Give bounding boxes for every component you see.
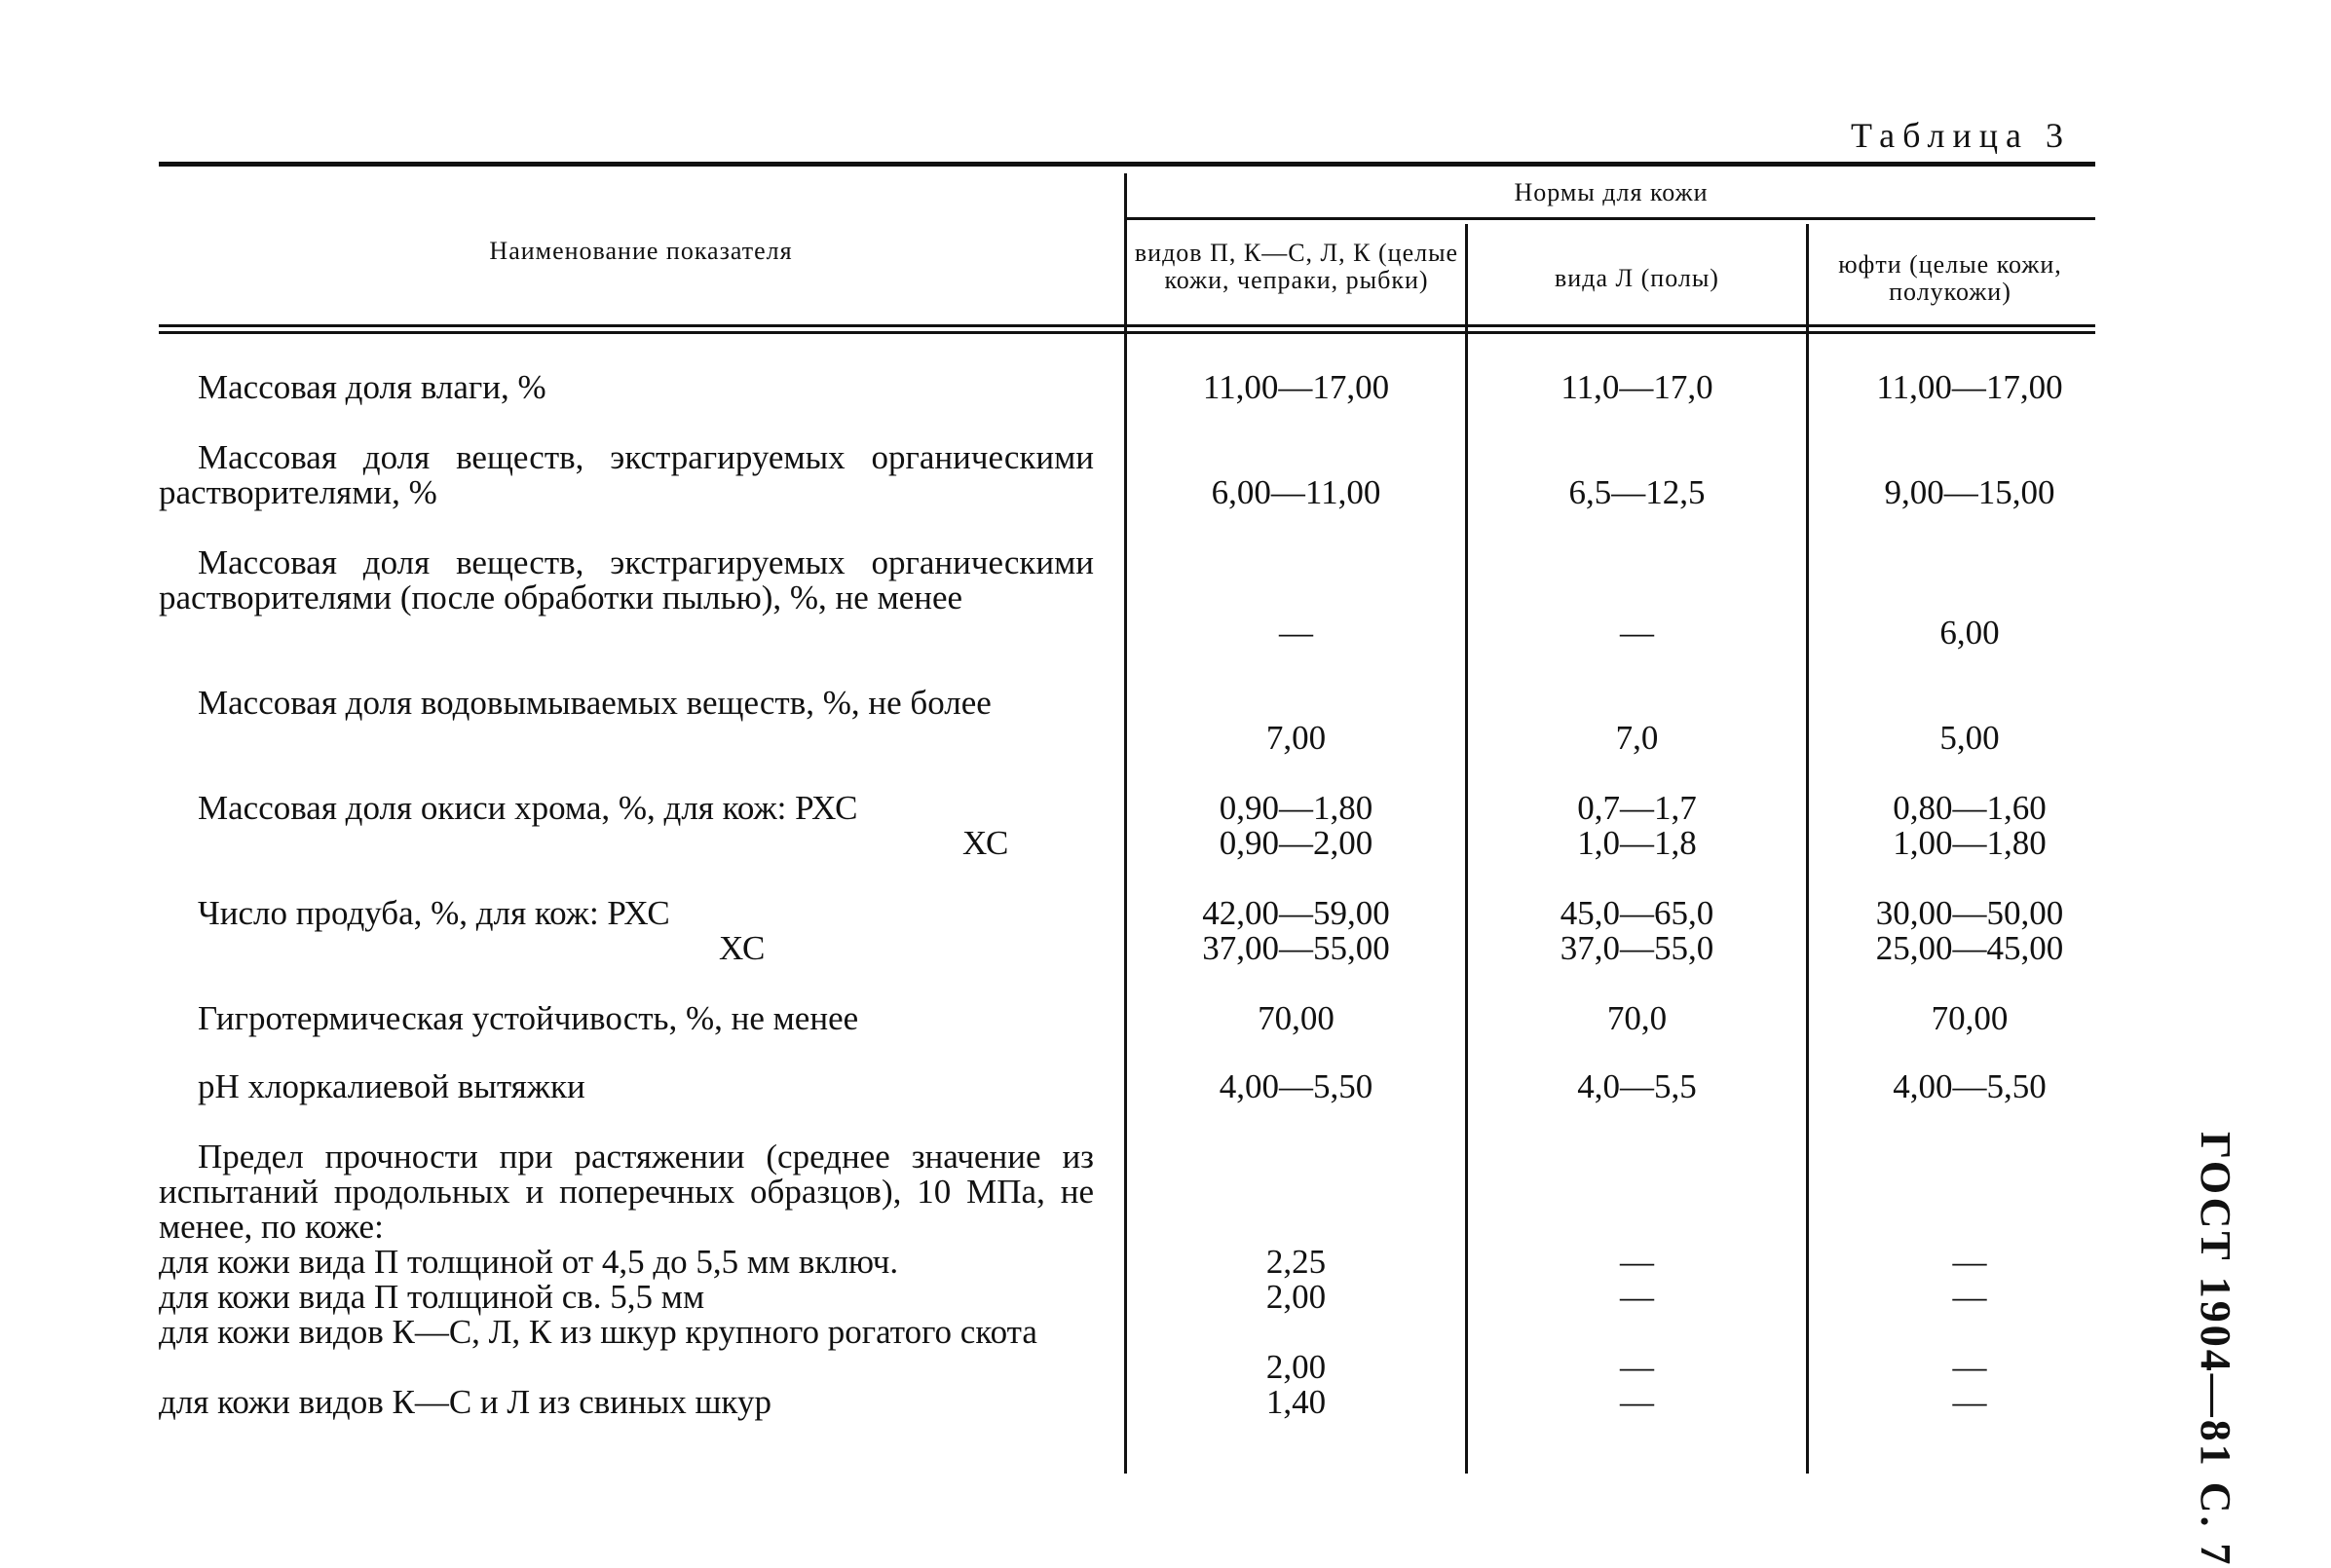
strength-item-1-col1: 2,25 [1265,1243,1327,1281]
strength-item-label-4: для кожи видов К—С и Л из свиных шкур [159,1383,771,1421]
row-extractables-col3: 9,00—15,00 [1884,473,2055,511]
row-tanning-col2: 45,0—65,0 [1560,894,1714,932]
row-water-soluble-col2: 7,0 [1615,719,1659,757]
row-chromium-col1-b: 0,90—2,00 [1219,824,1373,862]
strength-item-2-col2: — [1620,1278,1654,1316]
strength-item-3-col3: — [1952,1348,1987,1386]
row-label-moisture: Массовая доля влаги, % [198,368,546,406]
strength-item-1-col3: — [1952,1243,1987,1281]
header-norms: Нормы для кожи [1514,178,1709,206]
row-water-soluble-col3: 5,00 [1939,719,2000,757]
row-chromium-col3-b: 1,00—1,80 [1893,824,2047,862]
norms-header-rule [1124,217,2095,220]
strength-item-label-3: для кожи видов К—С, Л, К из шкур крупного рогатого скота [159,1313,1037,1351]
row-tanning-col1: 42,00—59,00 [1202,894,1390,932]
row-ph-col3: 4,00—5,50 [1893,1067,2047,1105]
row-tanning-col1-b: 37,00—55,00 [1202,929,1390,967]
header-bottom-rule [159,324,2095,327]
strength-item-label-1: для кожи вида П толщиной от 4,5 до 5,5 мм включ. [159,1243,899,1281]
row-tanning-col3-b: 25,00—45,00 [1875,929,2064,967]
row-label-extractables: Массовая доля веществ, экстрагируемых органическими растворителями, % [159,438,1094,511]
row-label-ph: рН хлоркалиевой вытяжки [198,1067,585,1105]
header-bottom-rule-2 [159,331,2095,334]
row-hygrothermal-col2: 70,0 [1606,999,1668,1037]
row-extractables-dust-col1: — [1279,614,1313,652]
strength-item-2-col1: 2,00 [1265,1278,1327,1316]
row-label-chromium-oxide-sub: ХС [962,824,1009,862]
row-label-extractables-dust: Массовая доля веществ, экстрагируемых органическими растворителями (после обработки пылью), %, не менее [159,543,1094,616]
row-label-tanning-number: Число продуба, %, для кож: РХС [198,894,670,932]
strength-item-2-col3: — [1952,1278,1987,1316]
row-extractables-dust-col3: 6,00 [1939,614,2000,652]
row-chromium-col3: 0,80—1,60 [1893,789,2047,827]
row-chromium-col2-b: 1,0—1,8 [1577,824,1697,862]
strength-item-1-col2: — [1620,1243,1654,1281]
strength-item-3-col2: — [1620,1348,1654,1386]
row-moisture-col1: 11,00—17,00 [1202,368,1390,406]
row-moisture-col3: 11,00—17,00 [1876,368,2063,406]
header-name-column: Наименование показателя [489,237,793,265]
table-caption: Таблица 3 [1851,116,2071,155]
row-ph-col2: 4,0—5,5 [1577,1067,1697,1105]
header-col-1: видов П, К—С, Л, К (целые кожи, чепраки, рыбки) [1134,239,1459,294]
strength-item-label-2: для кожи вида П толщиной св. 5,5 мм [159,1278,705,1316]
strength-item-3-col1: 2,00 [1265,1348,1327,1386]
row-extractables-col1: 6,00—11,00 [1211,473,1381,511]
header-col-3: юфти (целые кожи, полукожи) [1838,250,2062,306]
row-label-tanning-number-sub: ХС [719,929,766,967]
header-col-2: вида Л (полы) [1555,264,1719,292]
row-moisture-col2: 11,0—17,0 [1560,368,1713,406]
row-tanning-col3: 30,00—50,00 [1875,894,2064,932]
row-chromium-col1: 0,90—1,80 [1219,789,1373,827]
strength-item-4-col1: 1,40 [1265,1383,1327,1421]
side-running-header: ГОСТ 1904—81 С. 7 [2192,1132,2239,1568]
row-label-tensile-strength: Предел прочности при растяжении (среднее значение из испытаний продольных и поперечных образцов), 10 МПа, не менее, по коже: [159,1138,1094,1246]
row-extractables-col2: 6,5—12,5 [1568,473,1706,511]
row-hygrothermal-col3: 70,00 [1931,999,2009,1037]
strength-item-4-col3: — [1952,1383,1987,1421]
row-chromium-col2: 0,7—1,7 [1577,789,1697,827]
row-label-water-soluble: Массовая доля водовымываемых веществ, %, не более [198,684,992,722]
strength-item-4-col2: — [1620,1383,1654,1421]
row-water-soluble-col1: 7,00 [1265,719,1327,757]
row-ph-col1: 4,00—5,50 [1219,1067,1373,1105]
row-label-chromium-oxide: Массовая доля окиси хрома, %, для кож: РХС [198,789,858,827]
table-top-rule [159,162,2095,167]
row-extractables-dust-col2: — [1620,614,1654,652]
row-hygrothermal-col1: 70,00 [1258,999,1335,1037]
row-label-hygrothermal: Гигротермическая устойчивость, %, не менее [198,999,859,1037]
row-tanning-col2-b: 37,0—55,0 [1560,929,1714,967]
